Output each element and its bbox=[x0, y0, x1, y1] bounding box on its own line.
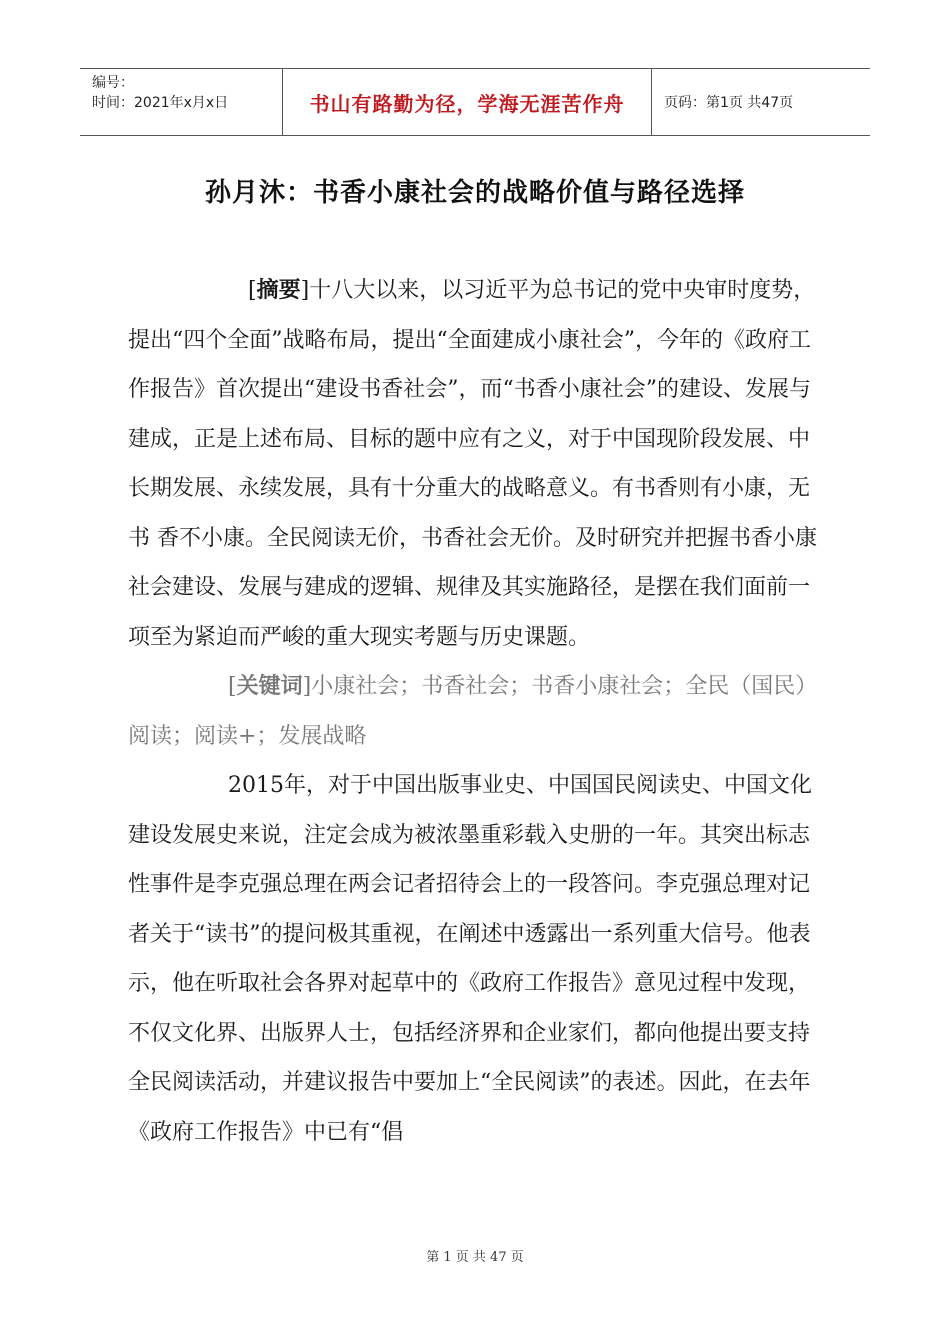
page-header bbox=[80, 68, 870, 136]
header-page-info: 页码：第1页 共47页 bbox=[664, 95, 794, 111]
keywords-text: 小康社会；书香社会；书香小康社会；全民（国民）阅读；阅读+；发展战略 bbox=[128, 674, 818, 749]
abstract-label: 摘要 bbox=[256, 277, 301, 303]
header-motto: 书山有路勤为径，学海无涯苦作舟 bbox=[282, 69, 652, 135]
document-title: 孙月沐：书香小康社会的战略价值与路径选择 bbox=[204, 178, 745, 208]
document-number-label: 编号： bbox=[92, 75, 134, 91]
page-footer: 第 1 页 共 47 页 bbox=[426, 1250, 524, 1265]
header-meta bbox=[80, 69, 282, 135]
document-date: 时间：2021年x月x日 bbox=[92, 95, 229, 111]
abstract-paragraph: [摘要]十八大以来，以习近平为总书记的党中央审时度势，提出“四个全面”战略布局，提出“全面建成小康社会”，今年的《政府工作报告》首次提出“建设书香社会”，而“书香小康社会”的建设、发展与建成，正是上述布局、目标的题中应有之义，对于中国现阶段发展、中长期发展、永续发展，具有十分重大的战略意义。有书香则有小康，无书 香不小康。全民阅读无价，书香社会无价。及时研究并把握书香小康社会建设、发展与建成的逻辑、规律及其实施路径，是摆在我们面前一项至为紧迫而严峻的重大现实考题与历史课题。 bbox=[128, 277, 817, 650]
abstract-text: 十八大以来，以习近平为总书记的党中央审时度势，提出“四个全面”战略布局，提出“全面建成小康社会”，今年的《政府工作报告》首次提出“建设书香社会”，而“书香小康社会”的建设、发展与建成，正是上述布局、目标的题中应有之义，对于中国现阶段发展、中长期发展、永续发展，具有十分重大的战略意义。有书香则有小康，无书 香不小康。全民阅读无价，书香社会无价。及时研究并把握书香小康社会建设、发展与建成的逻辑、规律及其实施路径，是摆在我们面前一项至为紧迫而严峻的重大现实考题与历史课题。 bbox=[128, 278, 817, 650]
body-paragraph: 2015年，对于中国出版事业史、中国国民阅读史、中国文化建设发展史来说，注定会成为被浓墨重彩载入史册的一年。其突出标志性事件是李克强总理在两会记者招待会上的一段答问。李克强总理对记者关于“读书”的提问极其重视，在阐述中透露出一系列重大信号。他表示，他在听取社会各界对起草中的《政府工作报告》意见过程中发现，不仅文化界、出版界人士，包括经济界和企业家们，都向他提出要支持全民阅读活动，并建议报告中要加上“全民阅读”的表述。因此，在去年《政府工作报告》中已有“倡 bbox=[128, 773, 812, 1145]
keywords-paragraph: [关键词]小康社会；书香社会；书香小康社会；全民（国民）阅读；阅读+；发展战略 bbox=[128, 673, 818, 749]
keywords-label: 关键词 bbox=[236, 673, 303, 699]
document-body bbox=[128, 266, 828, 1157]
